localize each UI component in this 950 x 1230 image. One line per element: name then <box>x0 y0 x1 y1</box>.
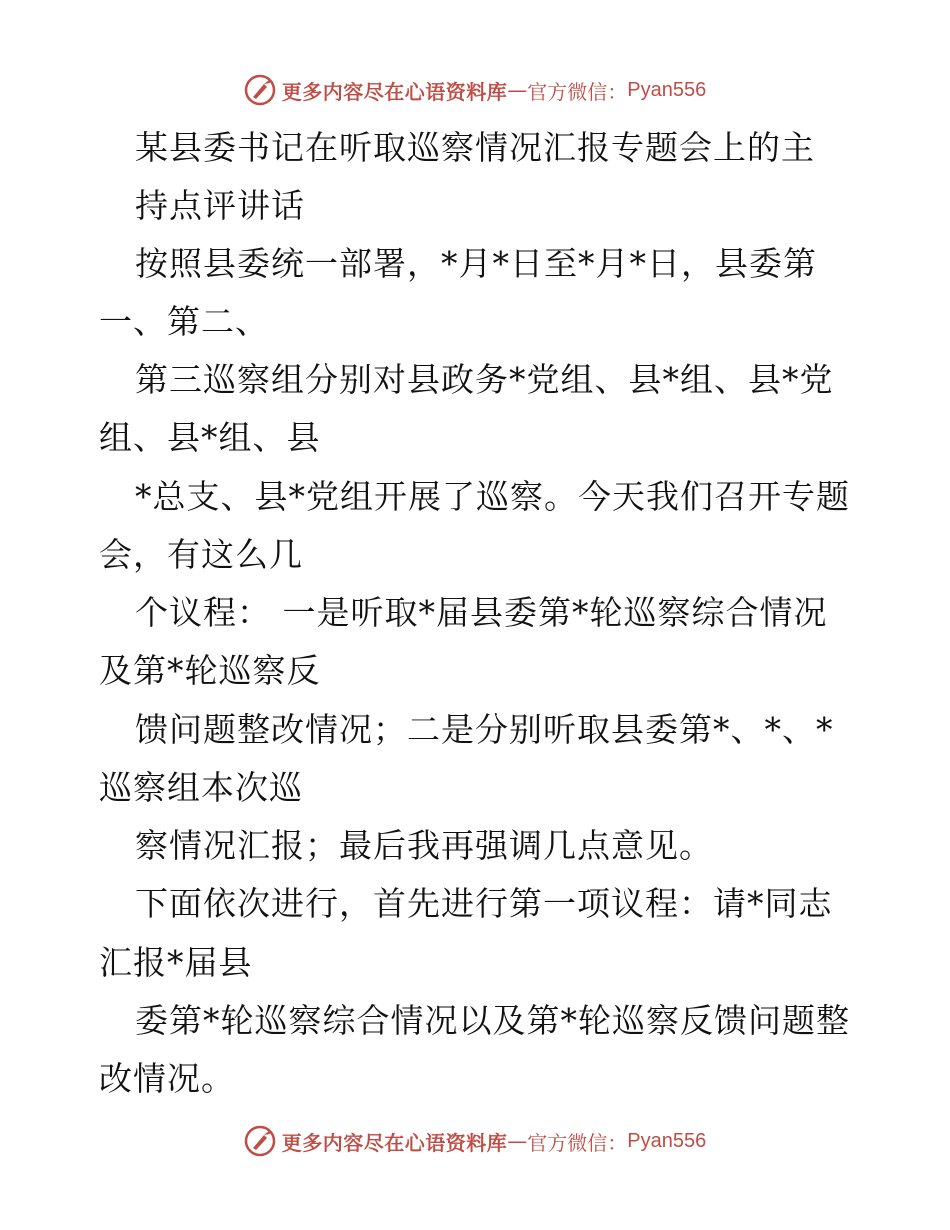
title-line-2: 持点评讲话 <box>135 186 305 225</box>
paragraph-line: *总支、县*党组开展了巡察。今天我们召开专题 <box>135 477 850 516</box>
footer-banner <box>0 1121 950 1161</box>
banner-brand-text: 更多内容尽在心语资料库 <box>281 1130 508 1155</box>
banner-brand-text: 更多内容尽在心语资料库 <box>281 79 508 104</box>
paragraph-line: 及第*轮巡察反 <box>99 651 321 690</box>
title-line-1: 某县委书记在听取巡察情况汇报专题会上的主 <box>135 128 815 167</box>
paragraph-line: 一、第二、 <box>99 302 269 341</box>
quill-logo-icon <box>244 1125 276 1157</box>
paragraph-line: 汇报*届县 <box>99 943 253 982</box>
paragraph-line: 个议程： 一是听取*届县委第*轮巡察综合情况 <box>135 593 828 632</box>
paragraph-line: 改情况。 <box>99 1059 235 1098</box>
paragraph-line: 馈问题整改情况；二是分别听取县委第*、*、* <box>135 710 834 749</box>
banner-wechat-label: 官方微信： <box>527 1130 628 1155</box>
paragraph-line: 按照县委统一部署，*月*日至*月*日，县委第 <box>135 244 817 283</box>
banner-separator: — <box>507 78 528 102</box>
paragraph-line: 会，有这么几 <box>99 535 303 574</box>
banner-wechat-label: 官方微信： <box>527 79 628 104</box>
paragraph-line: 委第*轮巡察综合情况以及第*轮巡察反馈问题整 <box>135 1001 850 1040</box>
paragraph-line: 第三巡察组分别对县政务*党组、县*组、县*党 <box>135 360 834 399</box>
header-banner <box>0 70 950 110</box>
banner-separator: — <box>507 1129 528 1153</box>
paragraph-line: 巡察组本次巡 <box>99 768 303 807</box>
paragraph-line: 察情况汇报；最后我再强调几点意见。 <box>135 826 713 865</box>
banner-wechat-id: Pyan556 <box>627 1129 707 1152</box>
paragraph-line: 组、县*组、县 <box>99 418 321 457</box>
quill-logo-icon <box>244 74 276 106</box>
paragraph-line: 下面依次进行，首先进行第一项议程：请*同志 <box>135 884 833 923</box>
banner-wechat-id: Pyan556 <box>627 78 707 101</box>
